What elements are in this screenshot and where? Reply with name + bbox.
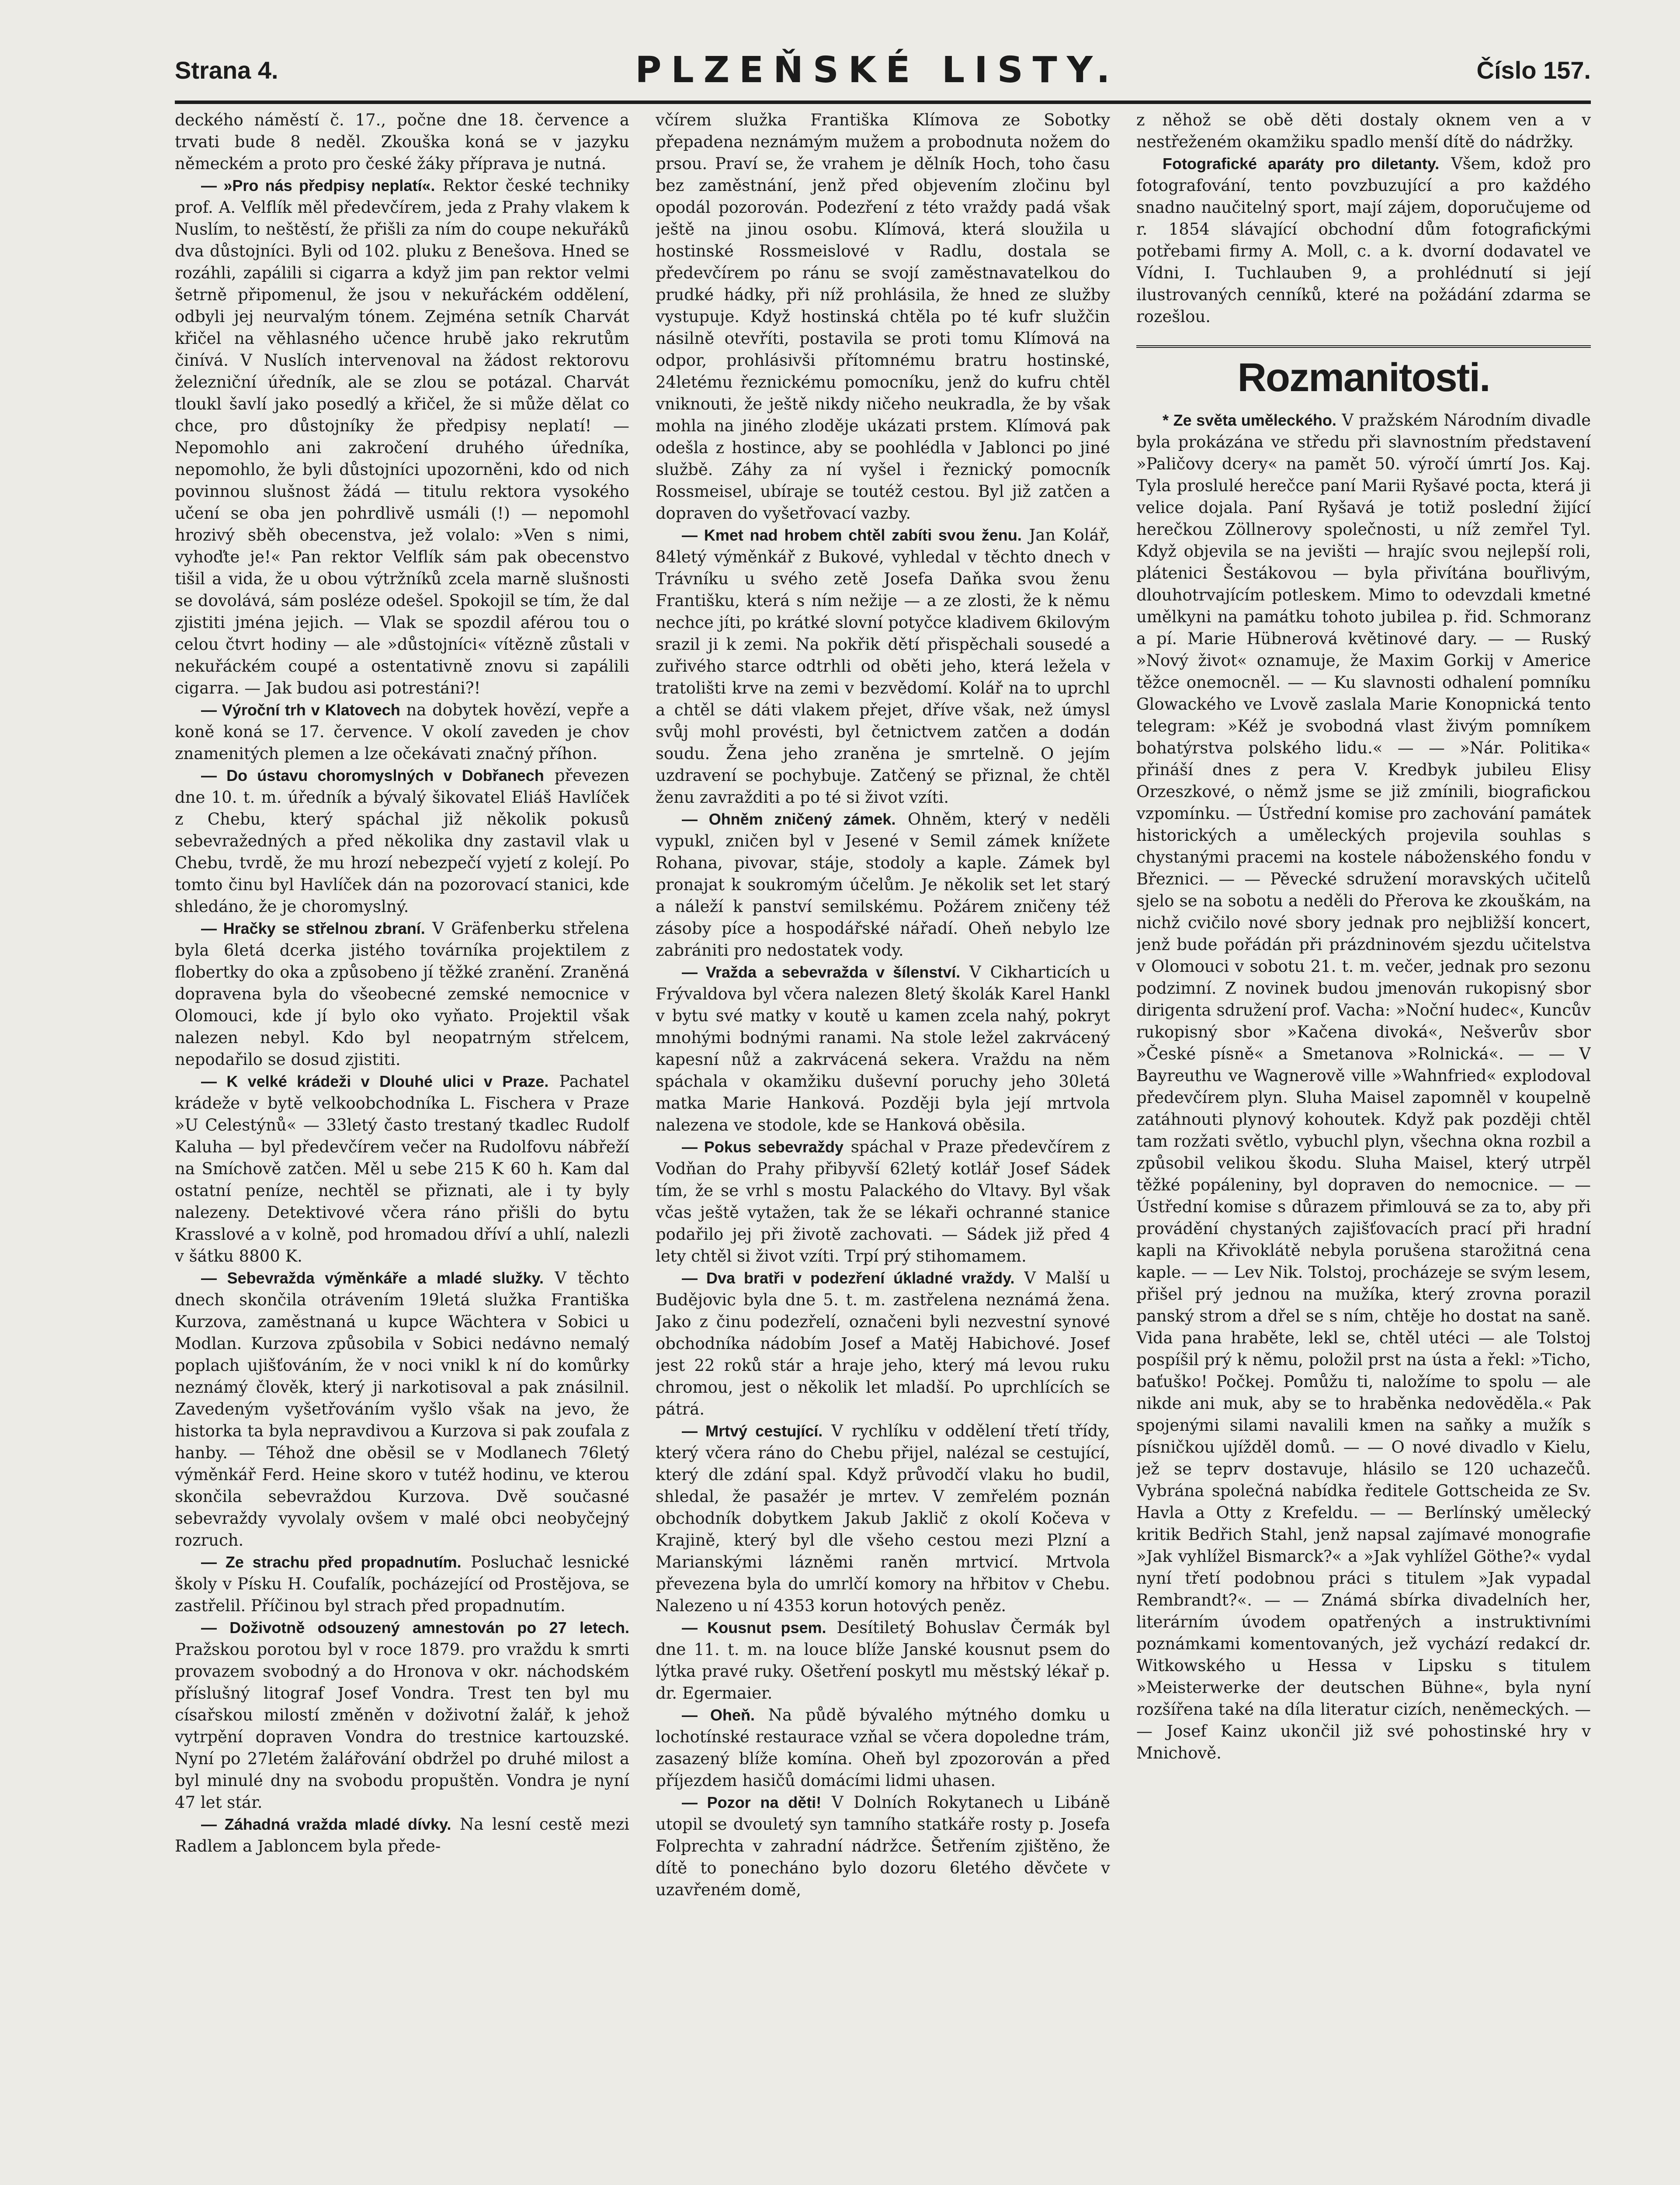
- column-1: [175, 109, 629, 2185]
- article-paragraph: [175, 918, 629, 1071]
- article-headline: — Hračky se střelnou zbraní.: [201, 919, 425, 937]
- article-headline: — »Pro nás předpisy neplatí«.: [201, 177, 435, 194]
- article-paragraph: [656, 808, 1110, 961]
- article-headline: — Záhadná vražda mladé dívky.: [201, 1815, 451, 1833]
- article-headline: — Ohněm zničený zámek.: [682, 810, 896, 828]
- article-paragraph: [656, 524, 1110, 808]
- article-text: V Gräfenberku střelena byla 6letá dcerka jistého továrníka projektilem z flobertky do oka a způsobeno jí těžké zranění. Zraněná dopravena byla do všeobecné zemské nemocnice v Olomouci, kde jí bylo oko vyňato. Projektil však nalezen nebyl. Kdo byl neopatrným střelcem, nepodařilo se dosud zjistiti.: [175, 919, 629, 1069]
- article-paragraph: [175, 1071, 629, 1267]
- article-paragraph: [656, 961, 1110, 1136]
- article-headline: — Do ústavu choromyslných v Dobřanech: [201, 766, 544, 784]
- article-paragraph: [656, 1617, 1110, 1704]
- article-text: V Dolních Rokytanech u Libáně utopil se dvouletý syn tamního statkáře rosty p. Josefa Folprechta v zahradní nádržce. Šetřením zjištěno, že dítě to ponecháno bylo dozoru 6letého děvčete v uzavřeném domě,: [656, 1793, 1110, 1899]
- article-text: V Malší u Budějovic byla dne 5. t. m. zastřelena neznámá žena. Jako z činu podezřelí, označeni byli nezvestní synové obchodníka nádobím Josef a Matěj Habichové. Josef jest 22 roků stár a hraje jeho, který má levou ruku chromou, jest o několik let mladší. Po uprchlících se pátrá.: [656, 1269, 1110, 1419]
- article-headline: — Kousnut psem.: [682, 1619, 826, 1637]
- page-header: [175, 39, 1591, 104]
- issue-number: Číslo 157.: [1476, 56, 1591, 84]
- article-paragraph: [175, 1617, 629, 1814]
- article-paragraph: [1136, 153, 1591, 328]
- article-headline: * Ze světa uměleckého.: [1163, 411, 1336, 429]
- article-text: Na půdě bývalého mýtného domku u lochotínské restaurace vzňal se včera dopoledne trám, zasazený blíže komína. Oheň byl zpozorován a před příjezdem hasičů domácími lidmi uhasen.: [656, 1706, 1110, 1790]
- article-headline: — Pokus sebevraždy: [682, 1138, 843, 1156]
- article-text: Všem, kdož pro fotografování, tento povzbuzující a pro každého snadno naučitelný sport, mají zájem, doporučujeme od r. 1854 slávající obchodní dům fotografickými potřebami firmy A. Moll, c. a k. dvorní dodavatel ve Vídni, I. Tuchlauben 9, a prohlédnutí si její ilustrovaných cenníků, které na požádání zdarma se rozešlou.: [1136, 154, 1591, 326]
- article-text: spáchal v Praze předevčírem z Vodňan do Prahy přibyvší 62letý kotlář Josef Sádek tím, že se vrhl s mostu Palackého do Vltavy. Byl však včas ještě vytažen, tak že se lékaři ochranné stanice podařilo jej při životě zachovati. — Sádek již před 4 lety chtěl si život vzíti. Trpí prý stihomamem.: [656, 1138, 1110, 1266]
- masthead-title: PLZEŇSKÉ LISTY.: [635, 49, 1120, 91]
- section-rule: [1136, 345, 1591, 348]
- article-text: převezen dne 10. t. m. úředník a bývalý šikovatel Eliáš Havlíček z Chebu, který spáchal již několik pokusů sebevražedných a před několika dny zastavil vlak u Chebu, tvrdě, že mu hrozí nebezpečí vyjetí z kolejí. Po tomto činu byl Havlíček dán na pozorovací stanici, kde shledáno, že je choromyslný.: [175, 766, 629, 916]
- article-headline: — K velké krádeži v Dlouhé ulici v Praze.: [201, 1072, 549, 1090]
- article-headline: — Kmet nad hrobem chtěl zabíti svou ženu.: [682, 526, 1022, 544]
- article-text: na dobytek hovězí, vepře a koně koná se 17. července. V okolí zaveden je chov znamenitých plemen a lze očekávati značný příhon.: [175, 701, 629, 763]
- article-paragraph: [656, 109, 1110, 524]
- article-paragraph: [175, 1551, 629, 1617]
- article-text: V těchto dnech skončila otrávením 19letá služka Františka Kurzova, zaměstnaná u kupce Wächtera v Sobici u Modlan. Kurzova způsobila v Sobici nedávno nemalý poplach ujišťováním, že v noci vnikl k ní do komůrky neznámý člověk, který ji narkotisoval a pak znásilnil. Zavedeným vyšetřováním vyšlo však na jevo, že historka ta byla nepravdivou a Kurzova si pak zoufala z hanby. — Téhož dne oběsil se v Modlanech 76letý výměnkář Ferd. Heine skoro v tutéž hodinu, ve kterou skončila sebevraždou Kurzova. Dvě současné sebevraždy vyvolaly ovšem v malé obci neobyčejný rozruch.: [175, 1269, 629, 1550]
- article-paragraph: [1136, 109, 1591, 153]
- article-paragraph: [656, 1792, 1110, 1901]
- article-text: včírem služka Františka Klímova ze Sobotky přepadena neznámým mužem a probodnuta nožem do prsou. Praví se, že vrahem je dělník Hoch, toho času bez zaměstnání, jenž před objevením zločinu byl opodál pozorován. Podezření z této vraždy padá však ještě na jinou osobu. Klímová, která sloužila u hostinské Rossmeislové v Radlu, dostala se předevčírem po ránu se svojí zaměstnavatelkou do prudké hádky, při níž prohlásila, že hned ze služby vystupuje. Když hostinská chtěla po té kufr služčin násilně otevříti, postavila se proti tomu Klímová na odpor, prohlásivši přítomnému bratru hostinské, 24letému řeznickému pomocníku, jenž do kufru chtěl vniknouti, že ještě nikdy ničeho neukradla, že by však mohla na jiného zloděje ukázati prstem. Klímová pak odešla z hostince, aby se poohlédla v Jablonci po jiné službě. Záhy za ní vyšel i řeznický pomocník Rossmeisel, ubíraje se toutéž cestou. Byl již zatčen a dopraven do vyšetřovací vazby.: [656, 111, 1110, 523]
- article-text: Ohněm, který v neděli vypukl, zničen byl v Jesené v Semil zámek knížete Rohana, pivovar, stáje, stodoly a kaple. Zámek byl pronajat k soukromým účelům. Je několik set let starý a náleží k panství semilskému. Požárem zničeny též zásoby píce a hospodářské nářadí. Oheň nebylo lze zabrániti pro nedostatek vody.: [656, 810, 1110, 960]
- article-text: Jan Kolář, 84letý výměnkář z Bukové, vyhledal v těchto dnech v Trávníku u svého zetě Josefa Daňka svou ženu Františku, která s ním nežije — a ze zlosti, že k němu nechce jíti, po krátké slovní potyčce kladivem 6kilovým srazil ji k zemi. Na pokřik dětí přispěchali sousedé a zuřivého starce odtrhli od oběti jeho, která ležela v tratolišti krve na zemi v bezvědomí. Kolář na to uprchl a chtěl se dáti vlakem přejet, dříve však, než úmysl svůj mohl provésti, byl četnictvem zatčen a dodán soudu. Žena jeho zraněna je smrtelně. O jejím uzdravení se pochybuje. Zatčený se přiznal, že chtěl ženu zavražditi a po té si život vzíti.: [656, 526, 1110, 807]
- page-number: Strana 4.: [175, 56, 278, 84]
- article-headline: — Doživotně odsouzený amnestován po 27 letech.: [201, 1619, 629, 1637]
- article-headline: — Sebevražda výměnkáře a mladé služky.: [201, 1269, 544, 1287]
- column-2: [656, 109, 1110, 2185]
- article-text: Desítiletý Bohuslav Čermák byl dne 11. t. m. na louce blíže Janské kousnut psem do lýtka pravé ruky. Ošetření poskytl mu městský lékař p. dr. Egermaier.: [656, 1618, 1110, 1703]
- section-heading: Rozmanitosti.: [1237, 355, 1490, 400]
- column-3-top: [1136, 109, 1591, 328]
- article-paragraph: [175, 765, 629, 918]
- article-paragraph: [1136, 409, 1591, 1764]
- article-paragraph: [656, 1704, 1110, 1792]
- article-paragraph: [175, 1267, 629, 1551]
- article-paragraph: [175, 175, 629, 699]
- article-columns: [175, 109, 1591, 2185]
- article-headline: — Dva bratři v podezření úkladné vraždy.: [682, 1269, 1015, 1287]
- article-text: Posluchač lesnické školy v Písku H. Coufalík, pocházející od Prostějova, se zastřelil. Příčinou byl strach před propadnutím.: [175, 1553, 629, 1615]
- article-paragraph: [656, 1267, 1110, 1420]
- article-headline: — Vražda a sebevražda v šílenství.: [682, 963, 961, 981]
- column-3-bottom: [1136, 409, 1591, 1764]
- article-headline: — Pozor na děti!: [682, 1793, 822, 1811]
- column-3: [1136, 109, 1591, 2185]
- article-text: deckého náměstí č. 17., počne dne 18. července a trvati bude 8 neděl. Zkouška koná se v jazyku německém a proto pro české žáky příprava je nutná.: [175, 111, 629, 173]
- article-text: V Cikharticích u Frývaldova byl včera nalezen 8letý školák Karel Hankl v bytu své matky v koutě u kamen zcela nahý, pokryt mnohými bodnými ranami. Na stole ležel zakrvácený kapesní nůž a zakrvácená sekera. Vraždu na něm spáchala v okamžiku duševní poruchy jeho 30letá matka Marie Hanková. Později byla její mrtvola nalezena ve stodole, kde se Hanková oběsila.: [656, 963, 1110, 1134]
- article-paragraph: [175, 109, 629, 175]
- article-headline: — Ze strachu před propadnutím.: [201, 1553, 462, 1571]
- article-text: z něhož se obě děti dostaly oknem ven a v nestřeženém okamžiku spadlo menší dítě do nádržky.: [1136, 111, 1591, 151]
- article-paragraph: [656, 1420, 1110, 1617]
- article-paragraph: [175, 699, 629, 765]
- article-text: Rektor české techniky prof. A. Velflík měl předevčírem, jeda z Prahy vlakem k Nuslím, to neštěstí, že přišli za ním do coupe nekuřáků dva důstojníci. Byli od 102. pluku z Benešova. Hned se rozáhli, zapálili si cigarra a když jim pan rektor velmi šetrně připomenul, že jsou v nekuřáckém oddělení, odbyli jej neurvalým tónem. Zejména setník Charvát křičel na věhlasného učence hrubě jako rekrutům činívá. V Nuslích intervenoval na žádost rektorovu železniční úředník, ale se zlou se potázal. Charvát tloukl šavlí jako posedlý a křičel, že si může dělat co chce, pro důstojníky že předpisy neplatí! — Nepomohlo ani zakročení druhého úředníka, nepomohlo, že byli důstojníci upozorněni, kdo od nich povinnou slušnost žádá — titulu rektora vysokého učení se oba jen pohrdlivě usmáli (!) — nepomohl hrozivý sběh obecenstva, jež volalo: »Ven s nimi, vyhoďte je!« Pan rektor Velflík sám pak obecenstvo tišil a vida, že u obou výtržníků zcela marně slušnosti se dovolává, sám posléze odešel. Spokojil se tím, že dal zjistiti jména jejich. — Vlak se spozdil aférou tou o celou čtvrt hodiny — ale »důstojníci« vítězně zůstali v nekuřáckém coupé a ostentativně znovu si zapálili cigarra. — Jak budou asi potrestáni?!: [175, 176, 629, 697]
- article-text: Na lesní cestě mezi Radlem a Jabloncem byla přede-: [175, 1815, 629, 1856]
- article-paragraph: [175, 1814, 629, 1857]
- article-headline: — Výroční trh v Klatovech: [201, 701, 400, 719]
- article-headline: — Mrtvý cestující.: [682, 1422, 823, 1440]
- article-text: V pražském Národním divadle byla prokázána ve středu při slavnostním představení »Paličovy dcery« na pamět 50. výročí úmrtí Jos. Kaj. Tyla proslulé herečce paní Marii Ryšavé pocta, která ji velice dojala. Paní Ryšavá je totiž poslední žijící herečkou Zöllnerovy společnosti, u níž zemřel Tyl. Když objevila se na jevišti — hrajíc svou nejlepší roli, plátenici Šestákovou — byla přivítána bouřlivým, dlouhotrvajícím potleskem. Mimo to odevzdali kmetné umělkyni na památku tohoto jubilea p. řid. Schmoranz a pí. Marie Hübnerová květinové dary. — — Ruský »Nový život« oznamuje, že Maxim Gorkij v Americe těžce onemocněl. — — Ku slavnosti odhalení pomníku Glowackého ve Lvově zaslala Marie Konopnická tento telegram: »Kéž je svobodná vlast živým pomníkem bohatýrstva polského lidu.« — — »Nár. Politika« přináší dnes z pera V. Kredbyk jubileu Elisy Orzeszkové, o němž jsme se již zmínili, biografickou vzpomínku. — Ústřední komise pro zachování památek historických a uměleckých projevila souhlas s chystanými pracemi na kostele náboženského fondu v Březnici. — — Pěvecké sdružení moravských učitelů sjelo se na sobotu a neděli do Přerova ke zkouškám, na nichž cvičilo nové sbory jednak pro nejbližší koncert, jenž bude pořádán při prázdninovém sjezdu učitelstva v Olomouci v sobotu 21. t. m. večer, jednak pro sezonu podzimní. Z novinek budou jmenován rukopisný sbor dirigenta sdružení prof. Vacha: »Noční hudec«, Kuncův rukopisný sbor »Kačena divoká«, Nešverův sbor »České písně« a Smetanova »Rolnická«. — — V Bayreuthu ve Wagnerově ville »Wahnfried« explodoval předevčírem plyn. Sluha Maisel zapomněl v koupelně zatáhnouti plynový kohoutek. Když pak později chtěl tam rozžati světlo, vybuchl plyn, všechna okna rozbil a způsobil velikou škodu. Sluha Maisel, který utrpěl těžké popáleniny, byl dopraven do nemocnice. — — Ústřední komise s důrazem přimlouvá se za to, aby při provádění chystaných zajišťovacích prací při hradní kapli na Křivoklátě nebyla porušena starožitná cena kaple. — — Lev Nik. Tolstoj, procházeje se svým lesem, přišel prý jednou na mužíka, který zrovna porazil panský strom a dřel se s ním, chtěje ho dostat na saně. Vida pana hraběte, lekl se, chtěl utéci — ale Tolstoj pospíšil prý k němu, položil prst na ústa a řekl: »Ticho, baťuško! Počkej. Pomůžu ti, naložíme to spolu — ale nikde ani muk, aby se to hraběnka nedověděla.« Pak spojenými silami navalili kmen na saňky a mužík s písničkou ujížděl domů. — — O nové divadlo v Kielu, jež se teprv dostavuje, hlásilo se 120 uchazečů. Vybrána společná nabídka ředitele Gottscheida ze Sv. Havla a Otty z Krefeldu. — — Berlínský umělecký kritik Bedřich Stahl, jenž napsal zajímavé monografie »Jak vyhlížel Bismarck?« a »Jak vyhlížel Göthe?« vydal nyní třetí podobnou práci s titulem »Jak vypadal Rembrandt?«. — — Známá sbírka divadelních her, literárním úvodem opatřených a instruktivními poznámkami komentovaných, jež vychází redakcí dr. Witkowského u Hessa v Lipsku s titulem »Meisterwerke der deutschen Bühne«, byla nyní rozšířena také na díla literatur cizích, neněmeckých. — — Josef Kainz ukončil již své pohostinské hry v Mnichově.: [1136, 411, 1591, 1762]
- article-text: Pachatel krádeže v bytě velkoobchodníka L. Fischera v Praze »U Celestýnů« — 33letý často trestaný tkadlec Rudolf Kaluha — byl předevčírem večer na Rudolfovu nábřeží na Smíchově zatčen. Měl u sebe 215 K 60 h. Kam dal ostatní peníze, nechtěl se přiznati, ale i ty byly nalezeny. Detektivové včera ráno přišli do bytu Krasslové a v kolně, pod hromadou dříví a uhlí, nalezli v šátku 8800 K.: [175, 1072, 629, 1266]
- article-text: Pražskou porotou byl v roce 1879. pro vraždu k smrti provazem svobodný a do Hronova v okr. náchodském příslušný litograf Josef Vondra. Trest ten byl mu císařskou milostí změněn v doživotní žalář, k jehož vytrpění dopraven Vondra do trestnice kartouzské. Nyní po 27letém žalářování obdržel po druhé milost a byl minulé dny na svobodu propuštěn. Vondra je nyní 47 let stár.: [175, 1640, 629, 1812]
- article-headline: Fotografické aparáty pro diletanty.: [1163, 155, 1440, 173]
- article-paragraph: [656, 1136, 1110, 1267]
- article-headline: — Oheň.: [682, 1706, 755, 1724]
- article-text: V rychlíku v oddělení třetí třídy, který včera ráno do Chebu přijel, nalézal se cestující, který dle zdání spal. Když průvodčí vlaku ho budil, shledal, že pasažér je mrtev. V zemřelém poznán obchodník dobytkem Jakub Jaklič z okolí Kočeva v Krajině, který byl dle všeho cestou mezi Plzní a Marianskými lázněmi raněn mrtvicí. Mrtvola převezena byla do umrlčí komory na hřbitov v Chebu. Nalezeno u ní 4353 korun hotových peněz.: [656, 1422, 1110, 1615]
